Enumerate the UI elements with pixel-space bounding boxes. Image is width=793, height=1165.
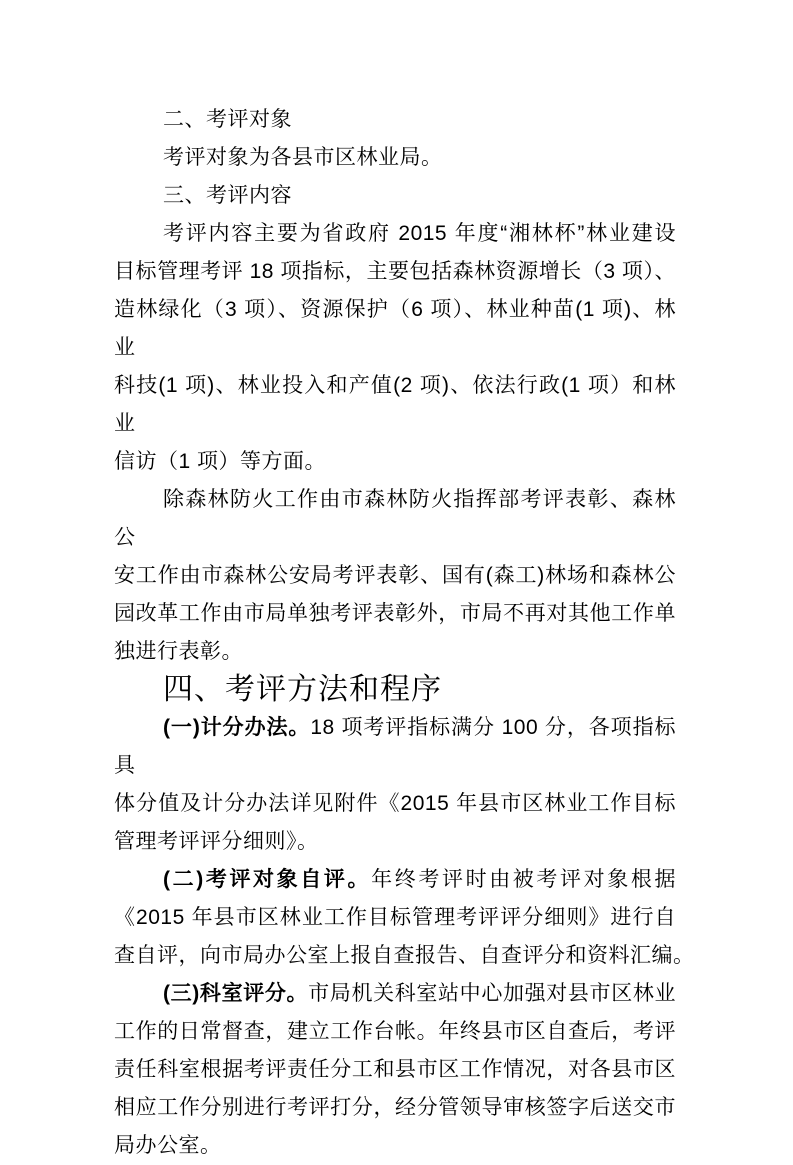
paragraph-line: 园改革工作由市局单独考评表彰外，市局不再对其他工作单: [114, 602, 676, 625]
paragraph-line: 独进行表彰。: [114, 640, 243, 663]
paragraph-line: [114, 975, 676, 1013]
paragraph-line: 管理考评评分细则》。: [114, 830, 319, 853]
run-in-heading-1: (一)计分办法。: [163, 716, 311, 739]
paragraph-line: 查自评，向市局办公室上报自查报告、自查评分和资料汇编。: [114, 944, 695, 967]
paragraph-line: [114, 861, 676, 899]
paragraph-line: 责任科室根据考评责任分工和县市区工作情况，对各县市区: [114, 1058, 676, 1081]
paragraph-line: 局办公室。: [114, 1134, 222, 1157]
paragraph-text: 年终考评时由被考评对象根据: [371, 868, 676, 891]
paragraph-text: 18 项考评指标满分 100 分，各项指标具: [114, 716, 676, 777]
paragraph-line: [114, 709, 676, 785]
paragraph-line: 相应工作分别进行考评打分，经分管领导审核签字后送交市: [114, 1096, 676, 1119]
run-in-heading-2: (二)考评对象自评。: [163, 868, 372, 891]
run-in-heading-3: (三)科室评分。: [163, 982, 309, 1005]
paragraph-line: 目标管理考评 18 项指标，主要包括森林资源增长（3 项）、: [114, 260, 676, 283]
paragraph-line: 信访（1 项）等方面。: [114, 450, 327, 473]
section-heading-4: 四、考评方法和程序: [163, 673, 442, 706]
paragraph-line: 考评内容主要为省政府 2015 年度“湘林杯”林业建设: [163, 222, 676, 245]
paragraph-text: 市局机关科室站中心加强对县市区林业: [308, 982, 676, 1005]
paragraph-line: 安工作由市森林公安局考评表彰、国有(森工)林场和森林公: [114, 564, 676, 587]
section-heading-3: 三、考评内容: [163, 184, 292, 207]
section-heading-2: 二、考评对象: [163, 108, 292, 131]
paragraph-line: 《2015 年县市区林业工作目标管理考评评分细则》进行自: [114, 906, 676, 929]
paragraph-line: 考评对象为各县市区林业局。: [163, 146, 443, 169]
paragraph-line: 科技(1 项)、林业投入和产值(2 项)、依法行政(1 项）和林业: [114, 374, 676, 435]
paragraph-line: 造林绿化（3 项）、资源保护（6 项）、林业种苗(1 项)、林业: [114, 298, 676, 359]
paragraph-line: 工作的日常督查，建立工作台帐。年终县市区自查后，考评: [114, 1020, 676, 1043]
paragraph-line: 体分值及计分办法详见附件《2015 年县市区林业工作目标: [114, 792, 676, 815]
paragraph-line: 除森林防火工作由市森林防火指挥部考评表彰、森林公: [114, 488, 676, 549]
